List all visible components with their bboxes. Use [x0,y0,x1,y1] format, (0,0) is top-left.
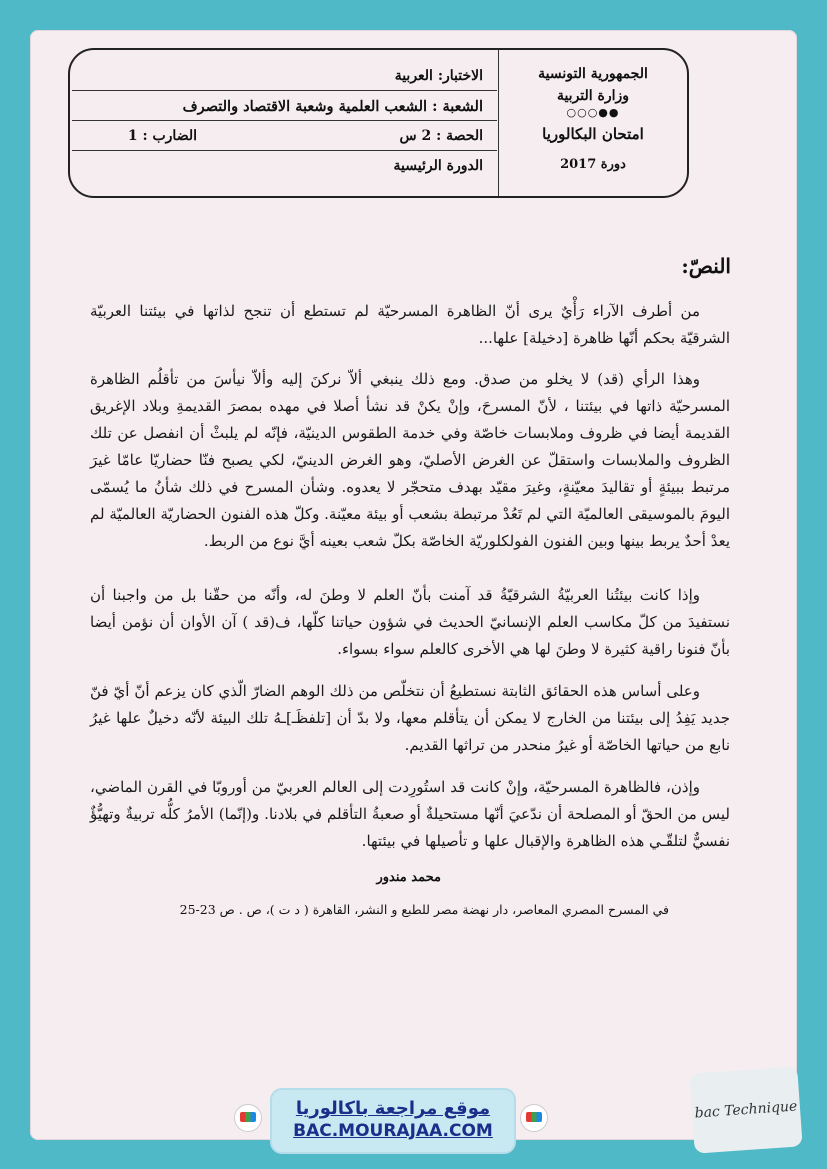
ministry-label: وزارة التربية [556,88,630,104]
paragraph-4: وعلى أساس هذه الحقائق الثابتة نستطيعُ أن نتخلّص من ذلك الوهم الضارّ الّذي كان يزعم أنّ أيّ فنّ جديد يَفِدُ إلى بيئتنا من الخارج لا يمكن أن يتأقلم معها، ولا بدّ أن [تلفظَـ]ـهُ تلك البيئة لأنّه دخيلٌ علها غيرُ نابع من حياتها الخاصّة أو غيرُ منحدر من تراثها القديم. [90,682,730,754]
paragraph-5: وإذن، فالظاهرة المسرحيّة، وإنْ كانت قد استُورِدت إلى العالم العربيّ من أوروبّا في القرن الماضي، ليس من الحقّ أو المصلحة أن ندّعيَ أنّها مستحيلةٌ أو صعبةُ التأقلم في بلادنا. و(إنّما) الأمرُ كلُّه تربيةٌ وتهيُّؤٌ نفسيٌّ لتلقّـي هذه الظاهرة والإقبال علها و تأصيلها في بيئتها. [90,778,730,850]
site-logo-icon [234,1104,262,1132]
author-name: محمد مندور [376,870,441,885]
header-institution [499,50,687,196]
exam-header [68,48,689,198]
site-banner[interactable] [270,1088,516,1154]
session-dots: ●●○○○ [566,106,620,119]
exam-label: امتحان البكالوريا [542,125,644,143]
site-url[interactable]: BAC.MOURAJAA.COM [293,1121,493,1141]
duration-label: الحصة : 2 س [399,128,483,144]
header-exam-info [72,50,497,196]
session-year: دورة 2017 [560,157,626,172]
source-citation: في المسرح المصري المعاصر، دار نهضة مصر للطبع و النشر، القاهرة ( د ت )، ص . ص 23-25 [179,902,669,917]
text-heading: النصّ: [681,254,731,278]
branch-label: الشعبة : الشعب العلمية وشعبة الاقتصاد والتصرف [182,98,483,115]
paragraph-1: من أطرف الآراء رَأْيٌ يرى أنّ الظاهرة المسرحيّة لم تستطع أن تنجح لذاتها في بيئتنا العربيّة الشرقيّة بحكم أنّها ظاهرة [دخيلة] علها... [90,302,730,347]
coefficient-label: الضارب : 1 [127,128,197,144]
subject-label: الاختبار: العربية [394,68,483,84]
site-name-ar[interactable]: موقع مراجعة باكالوريا [295,1098,491,1119]
site-logo-icon-right [520,1104,548,1132]
paragraph-2: وهذا الرأي (قد) لا يخلو من صدق. ومع ذلك ينبغي ألاّ نركنَ إليه وألاّ نيأسَ من تأقلُم الظاهرة المسرحيّة ذاتها في بيئتنا ، لأنّ المسرحَ، وإنْ يكنْ قد نشأ أصلا في مهده بمصرَ القديمةِ وبلاد الإغريق القديمة أيضا في ظروف وملابسات خاصّة وفي خدمة الطقوس الدينيّة، فإنّه لم يلبثْ أن انفصل عن تلك الظروف والملابسات واستقلّ عن الغرض الأصليّ، وهو الغرض الدينيّ، لكي يصبح فنّا حضاريّا عامّا غيرَ مرتبط ببيئةٍ أو تقاليدَ معيّنةٍ، وغيرَ مقيّد بهدف متحجّر لا يعدوه. وشأن المسرح في ذلك شأنُ ما يُسمّى اليومَ بالموسيقى العالميّة التي لم تَعُدْ مرتبطة بشعب أو بيئة معيّنة. وكلّ هذه الفنون الحضاريّة العالميّة لم يعدْ أحدٌ يربط بينها وبين الفنون الفولكلوريّة الخاصّة بكلّ شعب بعينه أيَّ نوع من الربط. [90,370,730,550]
paragraph-3: وإذا كانت بيئتُنا العربيّةُ الشرقيّةُ قد آمنت بأنّ العلم لا وطنَ له، وأنّه من حقّنا بل من واجبنا أن نستفيدَ من كلّ مكاسب العلم الإنسانيّ الحديث في شؤون حياتنا كلّها، ف(قد ) آن الأوان أن نؤمن أيضا بأنّ فنونا راقية كثيرة لا وطنَ لها هي الأخرى كالعلم سواء بسواء. [90,586,730,658]
republic-label: الجمهورية التونسية [538,66,648,82]
header-divider [498,50,499,196]
bac-technique-stamp: bac Technique [689,1066,802,1153]
session-label: الدورة الرئيسية [393,158,483,174]
